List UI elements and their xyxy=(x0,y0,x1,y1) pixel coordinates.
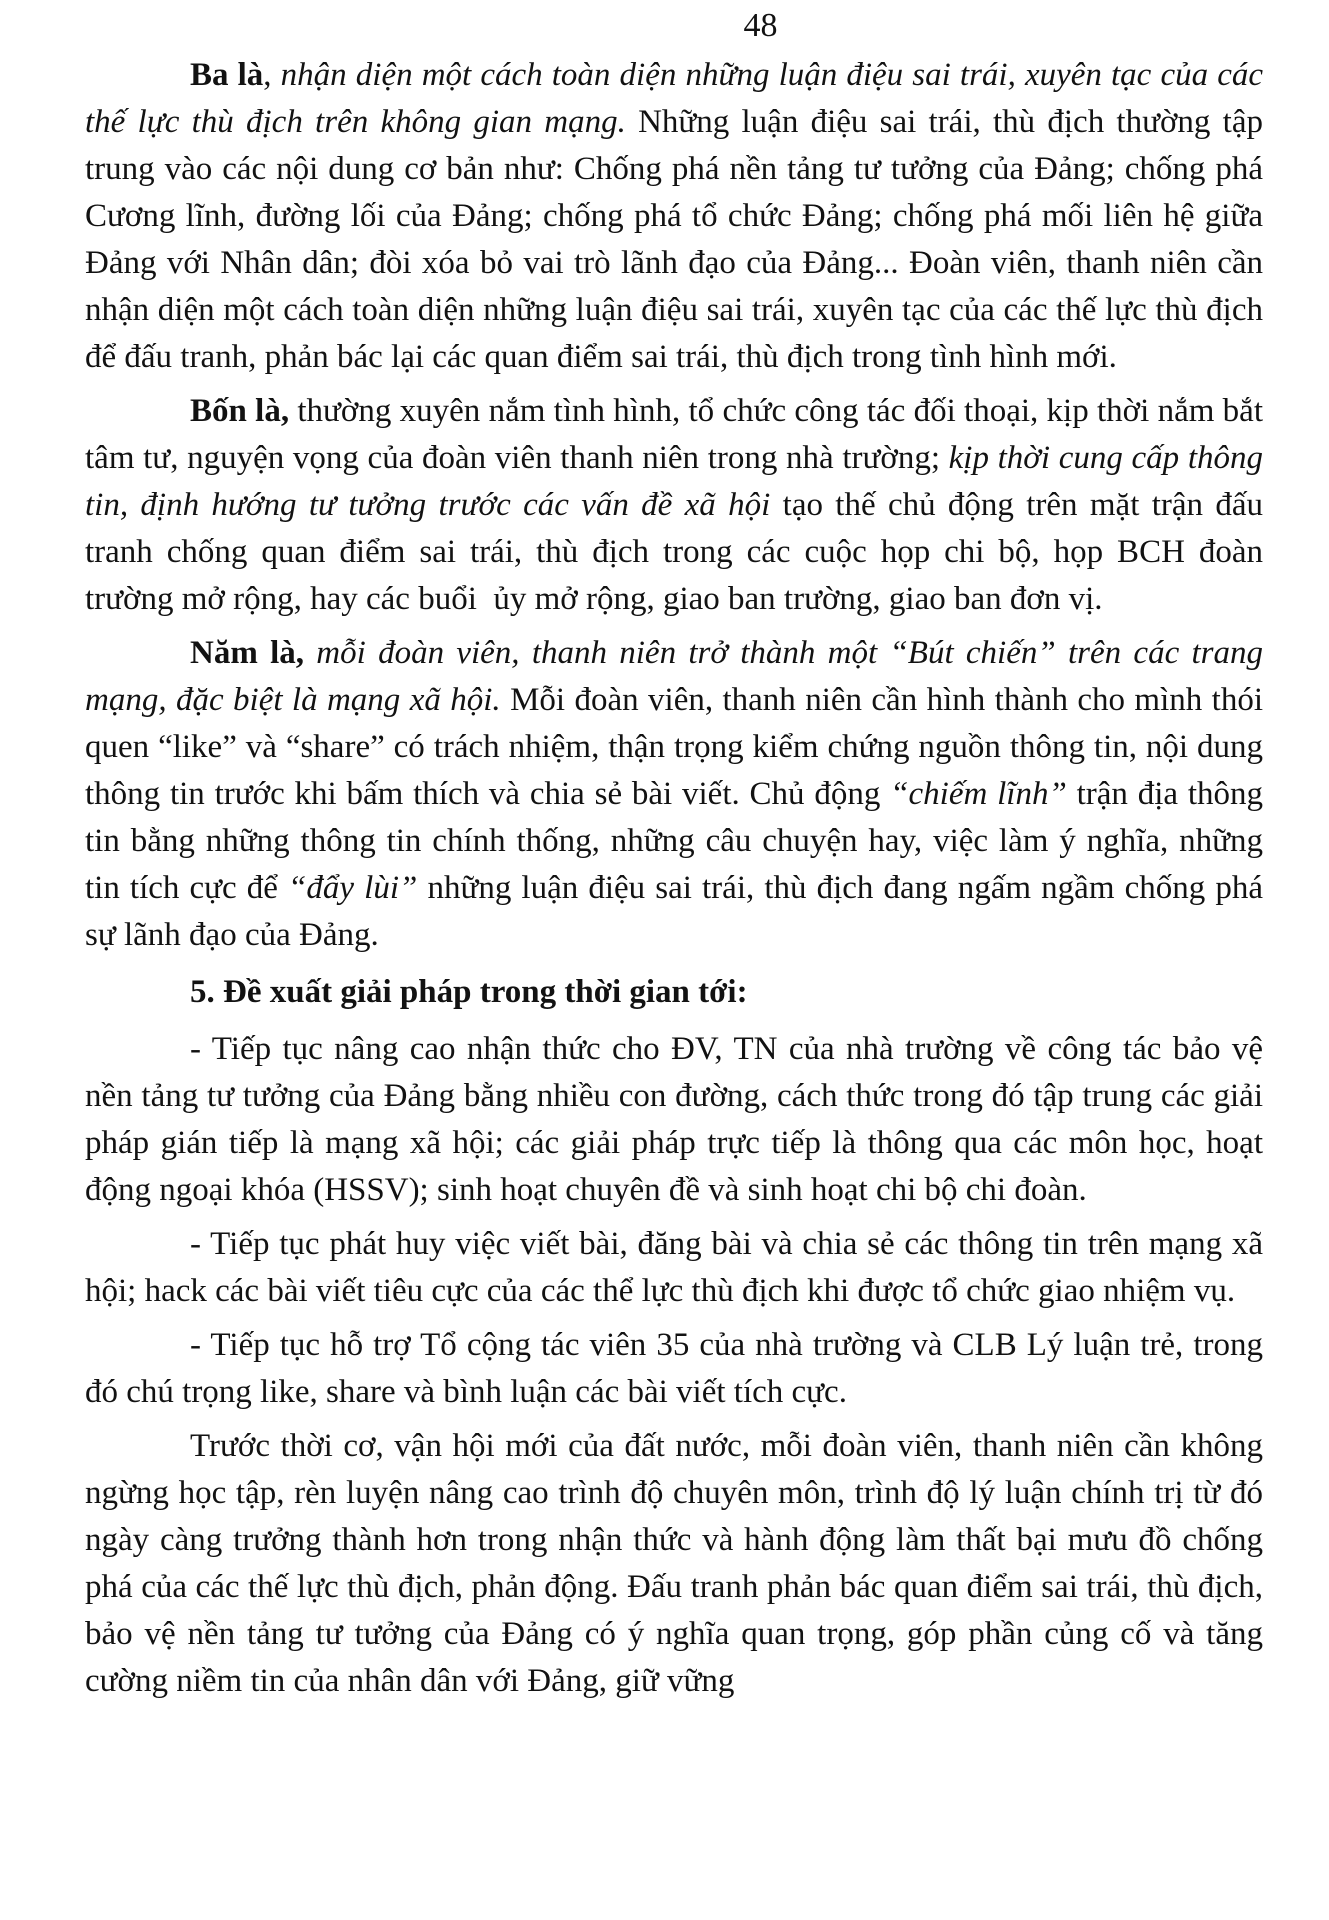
text-run: 5. Đề xuất giải pháp trong thời gian tới: xyxy=(190,974,748,1010)
text-run: mỗi đoàn viên, thanh niên trở thành một “Bút chiến” trên các trang mạng, đặc biệt là mạng xã hội. xyxy=(85,635,1272,718)
text-run: những luận điệu sai trái, thù địch đang ngấm ngầm chống phá sự lãnh đạo của Đảng. xyxy=(85,870,1272,953)
text-run: Những luận điệu sai trái, thù địch thường tập trung vào các nội dung cơ bản như: Chống phá nền tảng tư tưởng của Đảng; chống phá Cương lĩnh, đường lối của Đảng; chống phá tổ chức Đảng; chống phá mối liên hệ giữa Đảng với Nhân dân; đòi xóa bỏ vai trò lãnh đạo của Đảng... Đoàn viên, thanh niên cần nhận diện một cách toàn diện những luận điệu sai trái, xuyên tạc của các thế lực thù địch để đấu tranh, phản bác lại các quan điểm sai trái, thù địch trong tình hình mới. xyxy=(85,104,1272,375)
text-run: Trước thời cơ, vận hội mới của đất nước, mỗi đoàn viên, thanh niên cần không ngừng học tập, rèn luyện nâng cao trình độ chuyên môn, trình độ lý luận chính trị từ đó ngày càng trưởng thành hơn trong nhận thức và hành động làm thất bại mưu đồ chống phá của các thế lực thù địch, phản động. Đấu tranh phản bác quan điểm sai trái, thù địch, bảo vệ nền tảng tư tưởng của Đảng có ý nghĩa quan trọng, góp phần củng cố và tăng cường niềm tin của nhân dân với Đảng, giữ vững xyxy=(85,1428,1272,1699)
paragraph-ba-la xyxy=(85,52,1272,381)
text-run: Năm là, xyxy=(190,635,305,671)
text-run: thường xuyên nắm tình hình, tổ chức công tác đối thoại, kịp thời nắm bắt tâm tư, nguyện vọng của đoàn viên thanh niên trong nhà trường; xyxy=(85,393,1272,476)
text-run: nhận diện một cách toàn diện những luận điệu sai trái, xuyên tạc của các thế lực thù địch trên không gian mạng. xyxy=(85,57,1272,140)
document-body xyxy=(85,52,1272,1712)
bullet-nang-cao-nhan-thuc xyxy=(85,1026,1272,1214)
text-run: Ba là xyxy=(190,57,264,93)
paragraph-nam-la xyxy=(85,630,1272,959)
paragraph-truoc-thoi-co xyxy=(85,1423,1272,1705)
text-run xyxy=(304,635,316,671)
text-run: - Tiếp tục nâng cao nhận thức cho ĐV, TN của nhà trường về công tác bảo vệ nền tảng tư tưởng của Đảng bằng nhiều con đường, cách thức trong đó tập trung các giải pháp gián tiếp là mạng xã hội; các giải pháp trực tiếp là thông qua các môn học, hoạt động ngoại khóa (HSSV); sinh hoạt chuyên đề và sinh hoạt chi bộ chi đoàn. xyxy=(85,1031,1272,1208)
text-run: trận địa thông tin bằng những thông tin chính thống, những câu chuyện hay, việc làm ý nghĩa, những tin tích cực để xyxy=(85,776,1272,906)
text-run: - Tiếp tục hỗ trợ Tổ cộng tác viên 35 của nhà trường và CLB Lý luận trẻ, trong đó chú trọng like, share và bình luận các bài viết tích cực. xyxy=(85,1327,1272,1410)
heading-section-5 xyxy=(85,969,1263,1016)
text-run: “chiếm lĩnh” xyxy=(890,776,1067,812)
paragraph-bon-la xyxy=(85,388,1272,623)
text-run: “đẩy lùi” xyxy=(288,870,418,906)
text-run: Bốn là, xyxy=(190,393,290,429)
bullet-phat-huy-viet-bai xyxy=(85,1221,1272,1315)
text-run: , xyxy=(263,57,281,93)
text-run: - Tiếp tục phát huy việc viết bài, đăng bài và chia sẻ các thông tin trên mạng xã hội; hack các bài viết tiêu cực của các thể lực thù địch khi được tổ chức giao nhiệm vụ. xyxy=(85,1226,1272,1309)
text-run: Mỗi đoàn viên, thanh niên cần hình thành cho mình thói quen “like” và “share” có trách nhiệm, thận trọng kiểm chứng nguồn thông tin, nội dung thông tin trước khi bấm thích và chia sẻ bài viết. Chủ động xyxy=(85,682,1272,812)
page-number: 48 xyxy=(743,7,778,44)
text-run: tạo thế chủ động trên mặt trận đấu tranh chống quan điểm sai trái, thù địch trong các cuộc họp chi bộ, họp BCH đoàn trường mở rộng, hay các buổi ủy mở rộng, giao ban trường, giao ban đơn vị. xyxy=(85,487,1272,617)
bullet-ho-tro-to-cong-tac-vien xyxy=(85,1322,1272,1416)
text-run: kịp thời cung cấp thông tin, định hướng tư tưởng trước các vấn đề xã hội xyxy=(85,440,1272,523)
